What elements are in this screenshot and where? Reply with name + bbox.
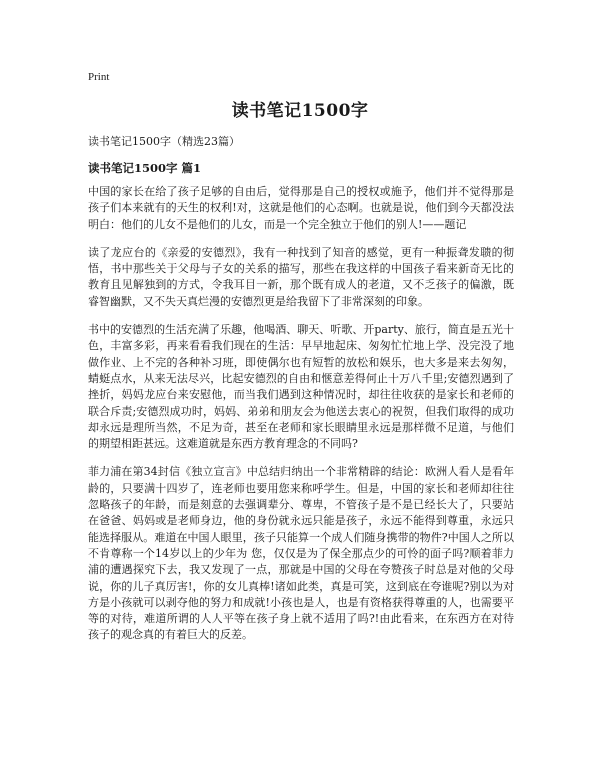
paragraph-4: 菲力浦在第34封信《独立宣言》中总结归纳出一个非常精辟的结论：欧洲人看人是看年龄的，只要满十四岁了，连老师也要用您来称呼学生。但是，中国的家长和老师却往往忽略孩子的年龄，而是刻意的去强调辈分、尊卑，不管孩子是不是已经长大了，只要站在爸爸、妈妈或是老师身边，他的身份就永远只能是孩子，永远不能得到尊重，永远只能选择服从。难道在中国人眼里，孩子只能算一个成人们随身携带的物件?中国人之所以不肯尊称一个14岁以上的少年为 您，仅仅是为了保全那点少的可怜的面子吗?顺着菲力浦的遭遇探究下去，我又发现了一点，那就是中国的父母在夸赞孩子时总是对他的父母说，你的儿子真厉害!，你的女儿真棒!诸如此类，真是可笑，这到底在夸谁呢?别以为对方是小孩就可以剥夺他的努力和成就!小孩也是人，也是有资格获得尊重的人，也需要平等的对待，难道所谓的人人平等在孩子身上就不适用了吗?!由此看来，在东西方在对待孩子的观念真的有着巨大的反差。 (88, 465, 514, 642)
section-heading: 读书笔记1500字 篇1 (88, 161, 202, 175)
document-subtitle: 读书笔记1500字（精选23篇） (88, 135, 240, 148)
paragraph-1: 中国的家长在给了孩子足够的自由后，觉得那是自己的授权或施予，他们并不觉得那是孩子们本来就有的天生的权利!对，这就是他们的心态啊。也就是说，他们到今天都没法明白：他们的儿女不是他们的儿女，而是一个完全独立于他们的别人!——题记 (88, 185, 514, 231)
print-link[interactable]: Print (88, 71, 110, 83)
paragraph-3: 书中的安德烈的生活充满了乐趣，他喝酒、聊天、听歌、开party、旅行，简直是五光十色，丰富多彩，再来看看我们现在的生活：早早地起床、匆匆忙忙地上学、没完没了地做作业、上不完的各种补习班，即使偶尔也有短暂的放松和娱乐，也大多是来去匆匆，蜻蜓点水，从来无法尽兴，比起安德烈的自由和惬意差得何止十万八千里;安德烈遇到了挫折，妈妈龙应台来安慰他，而当我们遇到这种情况时，却往往收获的是家长和老师的联合斥责;安德烈成功时，妈妈、弟弟和朋友会为他送去衷心的祝贺，但我们取得的成功却永远是理所当然，不足为奇，甚至在老师和家长眼睛里永远是那样微不足道，与他们的期望相距甚远。这难道就是东西方教育理念的不同吗? (88, 323, 514, 451)
article-body (88, 184, 514, 656)
paragraph-2: 读了龙应台的《亲爱的安德烈》，我有一种找到了知音的感觉，更有一种振聋发聩的彻悟，书中那些关于父母与子女的关系的描写，那些在我这样的中国孩子看来新奇无比的教育且见解独到的方式，令我耳目一新，那个既有成人的老道，又不乏孩子的偏激，既睿智幽默，又不失天真烂漫的安德烈更是给我留下了非常深刻的印象。 (88, 245, 514, 308)
page-title: 读书笔记1500字 (231, 101, 369, 121)
